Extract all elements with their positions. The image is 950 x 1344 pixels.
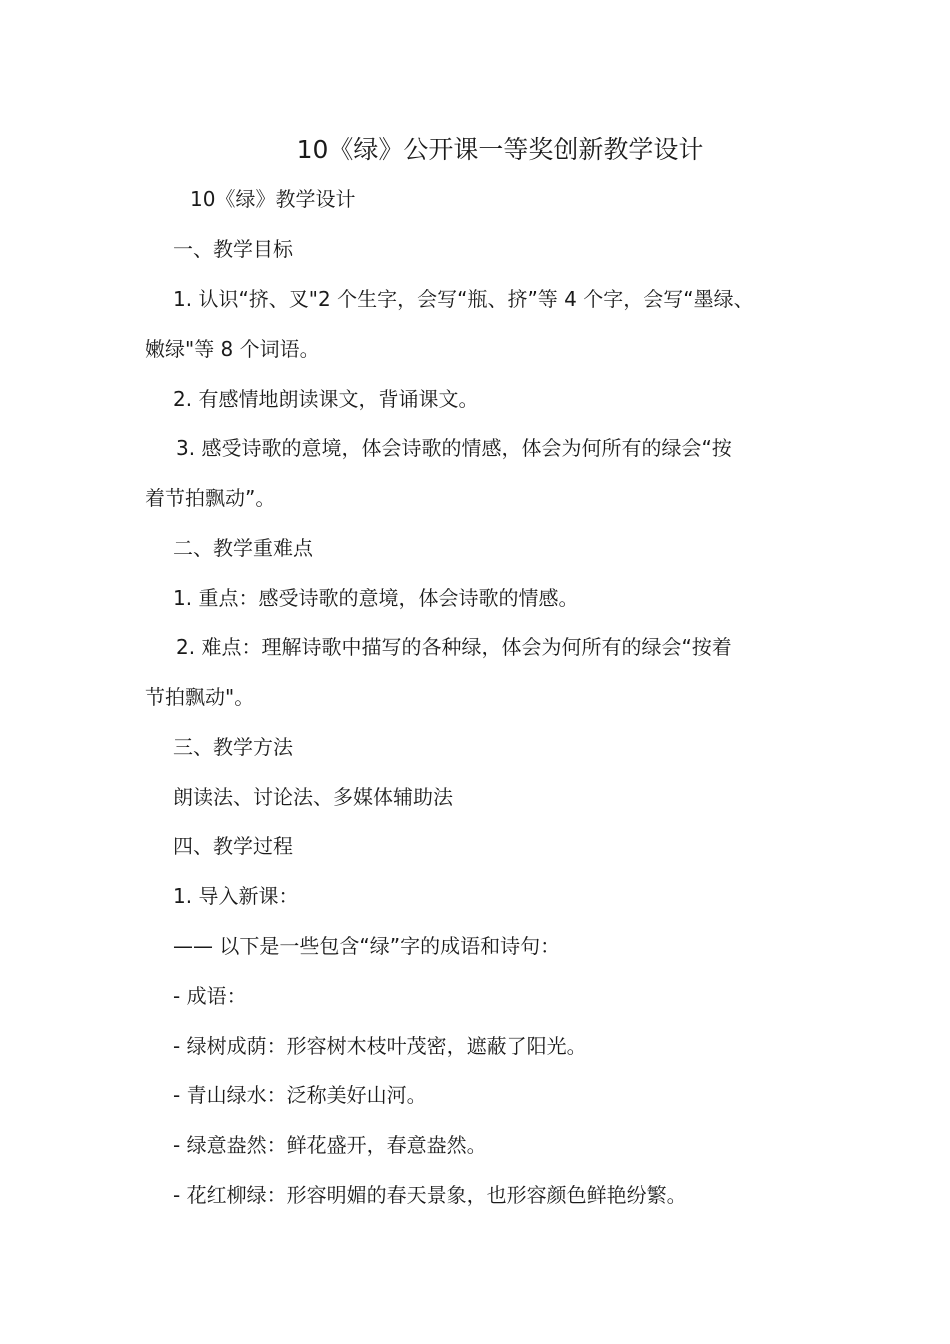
section-heading-process: 四、教学过程 — [173, 834, 293, 858]
list-item: - 青山绿水：泛称美好山河。 — [173, 1083, 427, 1107]
section-heading-methods: 三、教学方法 — [173, 735, 293, 759]
objective-item-1-continued: 嫩绿"等 8 个词语。 — [145, 337, 320, 361]
section-heading-key-points: 二、教学重难点 — [173, 536, 313, 560]
section-heading-objectives: 一、教学目标 — [173, 237, 293, 261]
key-point-item-2-continued: 节拍飘动"。 — [145, 685, 255, 709]
document-title: 10《绿》公开课一等奖创新教学设计 — [296, 135, 704, 164]
list-item: - 花红柳绿：形容明媚的春天景象，也形容颜色鲜艳纷繁。 — [173, 1183, 687, 1207]
process-intro: —— 以下是一些包含“绿”字的成语和诗句： — [173, 934, 561, 958]
objective-item-1: 1. 认识“挤、叉"2 个生字，会写“瓶、挤”等 4 个字，会写“墨绿、 — [173, 287, 754, 311]
methods-text: 朗读法、讨论法、多媒体辅助法 — [173, 785, 453, 809]
idioms-label: - 成语： — [173, 984, 247, 1008]
document-subtitle: 10《绿》教学设计 — [190, 187, 356, 211]
key-point-item-2: 2. 难点：理解诗歌中描写的各种绿，体会为何所有的绿会“按着 — [176, 635, 732, 659]
objective-item-3-continued: 着节拍飘动”。 — [145, 486, 276, 510]
list-item: - 绿意盎然：鲜花盛开，春意盎然。 — [173, 1133, 487, 1157]
objective-item-2: 2. 有感情地朗读课文，背诵课文。 — [173, 387, 479, 411]
process-step-1: 1. 导入新课： — [173, 884, 299, 908]
list-item: - 绿树成荫：形容树木枝叶茂密，遮蔽了阳光。 — [173, 1034, 587, 1058]
key-point-item-1: 1. 重点：感受诗歌的意境，体会诗歌的情感。 — [173, 586, 579, 610]
objective-item-3: 3. 感受诗歌的意境，体会诗歌的情感，体会为何所有的绿会“按 — [176, 436, 732, 460]
